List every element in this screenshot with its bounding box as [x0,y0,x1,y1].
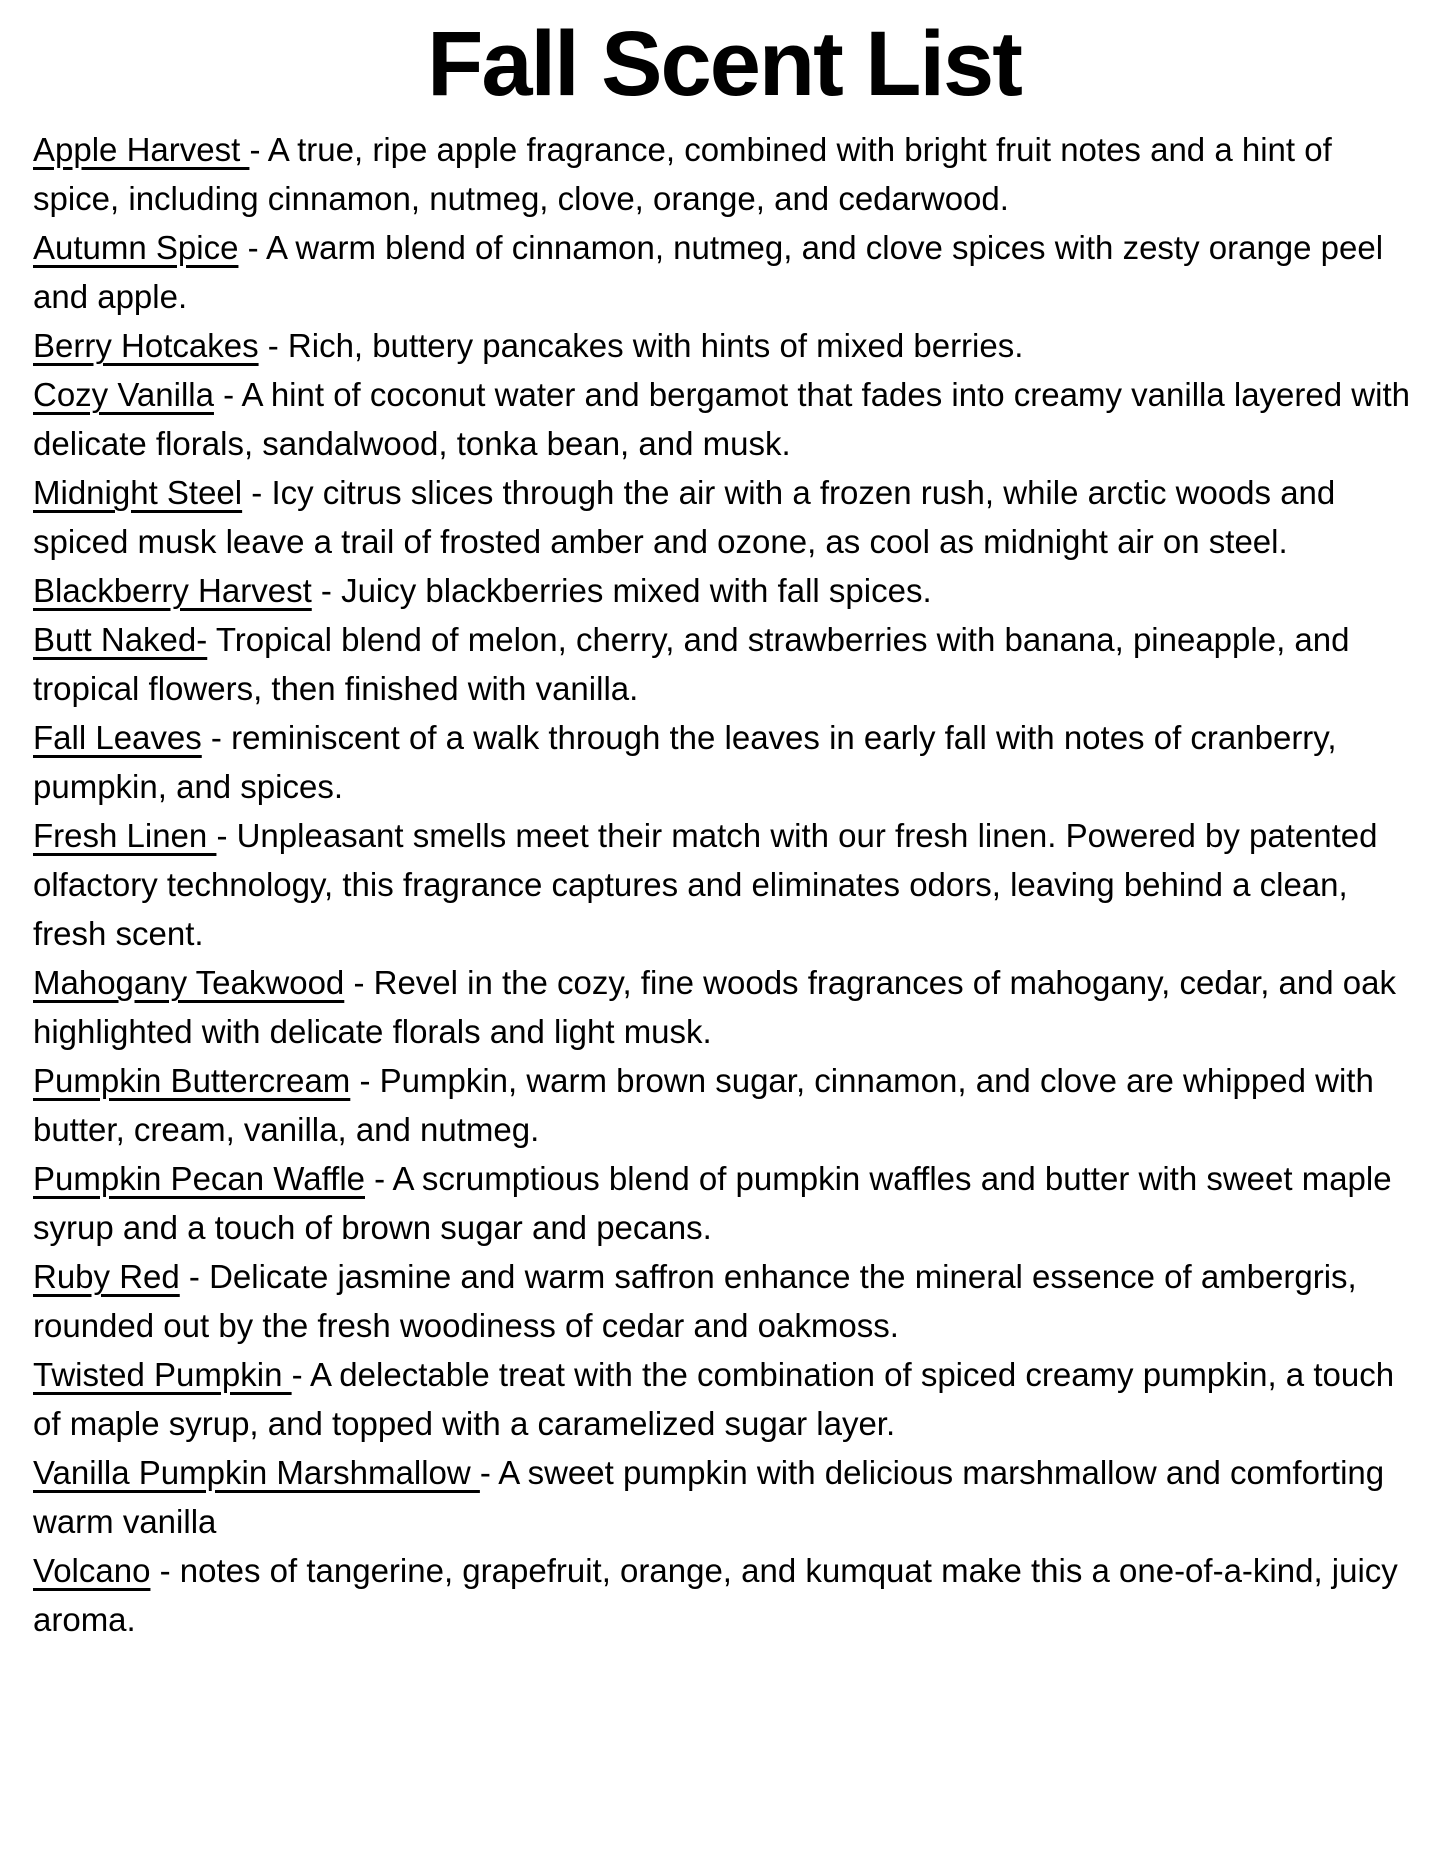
scent-name: Autumn Spice [33,229,239,267]
scent-name: Butt Naked- [33,621,208,659]
scent-name: Cozy Vanilla [33,376,214,414]
scent-entry [33,566,1415,615]
scent-description: Tropical blend of melon, cherry, and strawberries with banana, pineapple, and tropical flowers, then finished with vanilla. [33,621,1359,708]
scent-entry [33,1056,1415,1154]
scent-entry [33,1350,1415,1448]
scent-entry [33,811,1415,958]
scent-description: - Pumpkin, warm brown sugar, cinnamon, and clove are whipped with butter, cream, vanilla, and nutmeg. [33,1062,1383,1149]
scent-description: - Unpleasant smells meet their match with our fresh linen. Powered by patented olfactory technology, this fragrance captures and eliminates odors, leaving behind a clean, fresh scent. [33,817,1387,953]
scent-description: - notes of tangerine, grapefruit, orange, and kumquat make this a one-of-a-kind, juicy aroma. [33,1552,1407,1639]
scent-name: Vanilla Pumpkin Marshmallow [33,1454,480,1492]
scent-name: Mahogany Teakwood [33,964,345,1002]
scent-entry [33,223,1415,321]
scent-name: Volcano [33,1552,151,1590]
scent-name: Blackberry Harvest [33,572,312,610]
scent-entry [33,1546,1415,1644]
scent-name: Pumpkin Pecan Waffle [33,1160,365,1198]
scent-description: - Icy citrus slices through the air with a frozen rush, while arctic woods and spiced musk leave a trail of frosted amber and ozone, as cool as midnight air on steel. [33,474,1345,561]
scent-name: Pumpkin Buttercream [33,1062,351,1100]
scent-entry [33,1448,1415,1546]
scent-entry [33,1154,1415,1252]
scent-description: - A scrumptious blend of pumpkin waffles and butter with sweet maple syrup and a touch of brown sugar and pecans. [33,1160,1401,1247]
scent-description: - reminiscent of a walk through the leaves in early fall with notes of cranberry, pumpkin, and spices. [33,719,1346,806]
scent-entry [33,958,1415,1056]
scent-entry [33,125,1415,223]
scent-description: - Juicy blackberries mixed with fall spices. [311,572,932,610]
page-title: Fall Scent List [427,13,1021,115]
scent-name: Fall Leaves [33,719,202,757]
scent-entry [33,1252,1415,1350]
scent-entry [33,713,1415,811]
scent-name: Fresh Linen [33,817,217,855]
scent-entry [33,370,1420,468]
scent-name: Apple Harvest [33,131,250,169]
scent-name: Berry Hotcakes [33,327,259,365]
scent-description: - Rich, buttery pancakes with hints of mixed berries. [258,327,1024,365]
scent-list [33,125,1420,1644]
scent-name: Midnight Steel [33,474,243,512]
scent-description: - A delectable treat with the combination of spiced creamy pumpkin, a touch of maple syrup, and topped with a caramelized sugar layer. [33,1356,1404,1443]
scent-description: - A sweet pumpkin with delicious marshmallow and comforting warm vanilla [33,1454,1394,1541]
scent-description: - Delicate jasmine and warm saffron enhance the mineral essence of ambergris, rounded out by the fresh woodiness of cedar and oakmoss. [33,1258,1366,1345]
scent-description: - A warm blend of cinnamon, nutmeg, and clove spices with zesty orange peel and apple. [33,229,1393,316]
scent-description: - Revel in the cozy, fine woods fragrances of mahogany, cedar, and oak highlighted with delicate florals and light musk. [33,964,1406,1051]
scent-description: - A true, ripe apple fragrance, combined with bright fruit notes and a hint of spice, including cinnamon, nutmeg, clove, orange, and cedarwood. [33,131,1341,218]
scent-entry [33,615,1415,713]
scent-description: - A hint of coconut water and bergamot that fades into creamy vanilla layered with delicate florals, sandalwood, tonka bean, and musk. [33,376,1420,463]
scent-name: Ruby Red [33,1258,180,1296]
scent-name: Twisted Pumpkin [33,1356,292,1394]
scent-entry [33,468,1415,566]
scent-entry [33,321,1415,370]
